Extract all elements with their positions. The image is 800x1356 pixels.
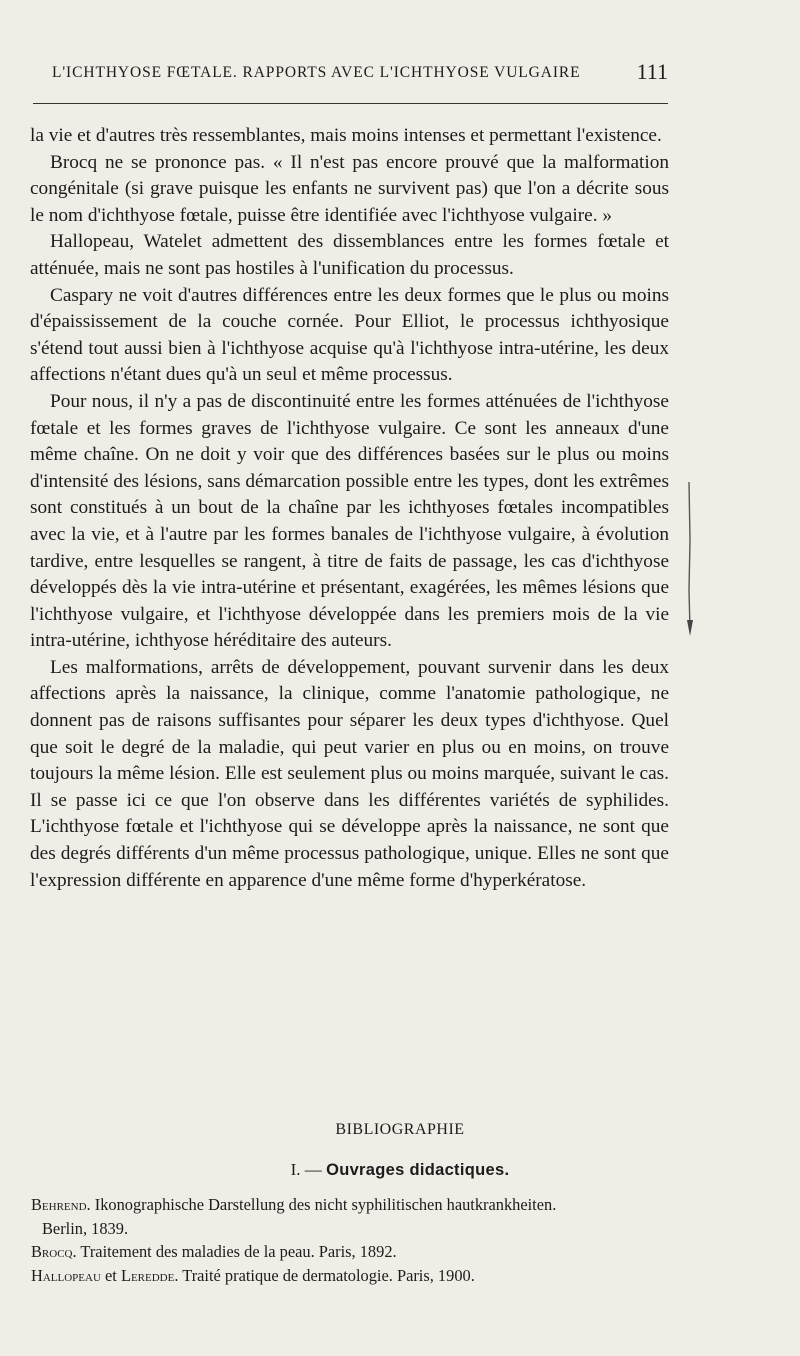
reference-continuation: Berlin, 1839. — [42, 1218, 129, 1238]
paragraph: la vie et d'autres très ressemblantes, mais moins intenses et permettant l'existence. — [30, 125, 662, 146]
reference-item — [31, 1264, 671, 1288]
bibliography-section-heading — [0, 1160, 800, 1180]
margin-pencil-mark — [685, 480, 697, 640]
reference-text: Traitement des maladies de la peau. Paris, 1892. — [80, 1242, 397, 1261]
reference-item — [31, 1193, 671, 1240]
paragraph: Pour nous, il n'y a pas de discontinuité entre les formes atténuées de l'ichthyose fœtale et les formes graves de l'ichthyose vulgaire. Ce sont les anneaux d'une même chaîne. On ne doit y voir que des différences basées sur le plus ou moins d'intensité des lésions, sans démarcation possible entre les types, dont les extrêmes sont constitués à un bout de la chaîne par les ichthyoses fœtales incompatibles avec la vie, et à l'autre par les formes banales de l'ichthyose vulgaire, à évolution tardive, entre lesquelles se rangent, à titre de faits de passage, les cas d'ichthyose développés dès la vie intra-utérine et présentant, exagérées, les mêmes lésions que l'ichthyose vulgaire, et l'ichthyose développée dans les premiers mois de la vie intra-utérine, ichthyose héréditaire des auteurs. — [30, 390, 669, 652]
header-rule — [33, 103, 668, 104]
paragraph: Les malformations, arrêts de développement, pouvant survenir dans les deux affections après la naissance, la clinique, comme l'anatomie pathologique, ne donnent pas de raisons suffisantes pour séparer les deux types d'ichthyose. Quel que soit le degré de la maladie, qui peut varier en plus ou en moins, on trouve toujours la même lésion. Elle est seulement plus ou moins marquée, suivant le cas. Il se passe ici ce que l'on observe dans les différentes variétés de syphilides. L'ichthyose fœtale et l'ichthyose qui se développe après la naissance, ne sont que des degrés différents d'un même processus pathologique, unique. Elles ne sont que l'expression différente en apparence d'une même forme d'hyperkératose. — [30, 656, 669, 891]
reference-author: Leredde. — [120, 1265, 179, 1285]
running-title: L'ICHTHYOSE FŒTALE. RAPPORTS AVEC L'ICHTHYOSE VULGAIRE — [52, 64, 581, 81]
section-title: Ouvrages didactiques. — [326, 1161, 510, 1179]
paragraph: Caspary ne voit d'autres différences entre les deux formes que le plus ou moins d'épaississement de la couche cornée. Pour Elliot, le processus ichthyosique s'étend tout aussi bien à l'ichthyose acquise qu'à l'ichthyose intra-utérine, les deux affections n'étant dues qu'à un seul et même processus. — [30, 284, 669, 386]
reference-author: Behrend. — [31, 1195, 91, 1214]
paragraph: Hallopeau, Watelet admettent des dissemblances entre les formes fœtale et atténuée, mais ne sont pas hostiles à l'unification du processus. — [30, 231, 669, 279]
reference-author: Hallopeau — [31, 1265, 101, 1285]
running-header — [52, 59, 668, 90]
page-number: 111 — [636, 59, 668, 84]
reference-item — [31, 1240, 671, 1264]
reference-text: Ikonographische Darstellung des nicht syphilitischen hautkrankheiten. — [94, 1195, 557, 1214]
reference-list — [31, 1193, 671, 1287]
reference-conjunction: et — [105, 1265, 117, 1285]
paragraph: Brocq ne se prononce pas. « Il n'est pas encore prouvé que la malformation congénitale (si grave puisque les enfants ne survivent pas) que l'on a décrite sous le nom d'ichthyose fœtale, puisse être identifiée avec l'ichthyose vulgaire. » — [30, 151, 669, 226]
body-text — [30, 123, 669, 894]
reference-author: Brocq. — [31, 1242, 77, 1261]
section-number: I. — — [290, 1160, 322, 1179]
bibliography-title: BIBLIOGRAPHIE — [335, 1121, 465, 1138]
reference-text: Traité pratique de dermatologie. Paris, 1900. — [182, 1265, 475, 1285]
